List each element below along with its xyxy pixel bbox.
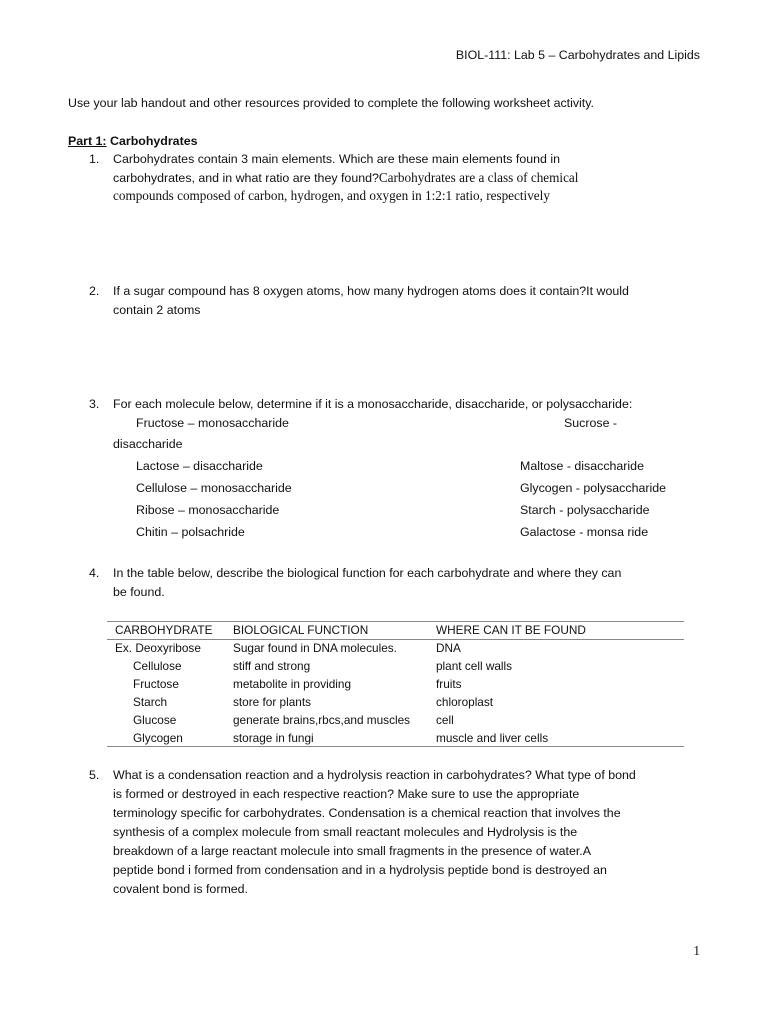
page-number: 1 bbox=[693, 943, 700, 958]
table-cell-location: chloroplast bbox=[436, 695, 494, 709]
table-cell-location: cell bbox=[436, 713, 454, 727]
q3-number: 3. bbox=[89, 397, 100, 411]
q4-line2: be found. bbox=[113, 585, 165, 599]
q3-right-item: Galactose - monsa ride bbox=[520, 525, 649, 539]
q4-line1: In the table below, describe the biological function for each carbohydrate and where they can bbox=[113, 566, 622, 580]
q1-number: 1. bbox=[89, 152, 100, 166]
table-header-rule bbox=[107, 639, 684, 640]
q3-prompt: For each molecule below, determine if it is a monosaccharide, disaccharide, or polysaccharide: bbox=[113, 397, 633, 411]
q3-left-item: Ribose – monosaccharide bbox=[136, 503, 280, 517]
q3-right-item: Glycogen - polysaccharide bbox=[520, 481, 667, 495]
q5-line: peptide bond i formed from condensation and in a hydrolysis peptide bond is destroyed an bbox=[113, 863, 607, 877]
table-cell-location: DNA bbox=[436, 641, 461, 655]
table-cell-carbohydrate: Fructose bbox=[133, 677, 179, 691]
table-header-function: BIOLOGICAL FUNCTION bbox=[233, 623, 369, 637]
q5-line: is formed or destroyed in each respective reaction? Make sure to use the appropriate bbox=[113, 787, 580, 801]
table-cell-carbohydrate: Ex. Deoxyribose bbox=[115, 641, 201, 655]
table-bottom-rule bbox=[107, 746, 684, 747]
q1-answer-line: compounds composed of carbon, hydrogen, and oxygen in 1:2:1 ratio, respectively bbox=[113, 188, 550, 203]
q3-right-item: Maltose - disaccharide bbox=[520, 459, 644, 473]
q5-line: breakdown of a large reactant molecule into small fragments in the presence of water.A bbox=[113, 844, 591, 858]
table-cell-carbohydrate: Cellulose bbox=[133, 659, 182, 673]
q2-line2: contain 2 atoms bbox=[113, 303, 201, 317]
table-cell-carbohydrate: Glucose bbox=[133, 713, 177, 727]
q5-line: What is a condensation reaction and a hydrolysis reaction in carbohydrates? What type of bond bbox=[113, 768, 636, 782]
table-cell-function: stiff and strong bbox=[233, 659, 311, 673]
intro-text: Use your lab handout and other resources provided to complete the following worksheet activity. bbox=[68, 96, 594, 110]
table-cell-location: plant cell walls bbox=[436, 659, 513, 673]
q1-line2 bbox=[113, 170, 578, 186]
q3-left-item: Chitin – polsachride bbox=[136, 525, 245, 539]
q1-answer-start: Carbohydrates are a class of chemical bbox=[378, 170, 579, 185]
q1-line1: Carbohydrates contain 3 main elements. Which are these main elements found in bbox=[113, 152, 560, 166]
q3-left-item: Lactose – disaccharide bbox=[136, 459, 263, 473]
table-header-location: WHERE CAN IT BE FOUND bbox=[436, 623, 586, 637]
part1-heading bbox=[68, 134, 197, 148]
q5-line: covalent bond is formed. bbox=[113, 882, 248, 896]
table-cell-function: store for plants bbox=[233, 695, 312, 709]
q3-fructose: Fructose – monosaccharide bbox=[136, 416, 289, 430]
table-cell-carbohydrate: Glycogen bbox=[133, 731, 183, 745]
q3-sucrose: Sucrose - bbox=[564, 416, 618, 430]
table-cell-function: storage in fungi bbox=[233, 731, 314, 745]
table-header-carbohydrate: CARBOHYDRATE bbox=[115, 623, 213, 637]
q5-number: 5. bbox=[89, 768, 100, 782]
q3-sucrose-wrap: disaccharide bbox=[113, 437, 183, 451]
q2-number: 2. bbox=[89, 284, 100, 298]
table-cell-location: muscle and liver cells bbox=[436, 731, 549, 745]
q1-question-tail: carbohydrates, and in what ratio are they found? bbox=[113, 171, 379, 185]
table-cell-carbohydrate: Starch bbox=[133, 695, 168, 709]
table-cell-function: metabolite in providing bbox=[233, 677, 352, 691]
q2-line1: If a sugar compound has 8 oxygen atoms, how many hydrogen atoms does it contain?It would bbox=[113, 284, 629, 298]
q3-left-item: Cellulose – monosaccharide bbox=[136, 481, 292, 495]
q5-line: terminology specific for carbohydrates. Condensation is a chemical reaction that involves the bbox=[113, 806, 621, 820]
q4-number: 4. bbox=[89, 566, 100, 580]
table-top-rule bbox=[107, 621, 684, 622]
table-cell-location: fruits bbox=[436, 677, 462, 691]
course-header: BIOL-111: Lab 5 – Carbohydrates and Lipids bbox=[455, 48, 700, 62]
q5-line: synthesis of a complex molecule from small reactant molecules and Hydrolysis is the bbox=[113, 825, 578, 839]
part1-title: Carbohydrates bbox=[110, 134, 198, 148]
part1-label: Part 1: bbox=[68, 134, 107, 148]
q3-right-item: Starch - polysaccharide bbox=[520, 503, 650, 517]
table-cell-function: generate brains,rbcs,and muscles bbox=[233, 713, 411, 727]
table-cell-function: Sugar found in DNA molecules. bbox=[233, 641, 397, 655]
